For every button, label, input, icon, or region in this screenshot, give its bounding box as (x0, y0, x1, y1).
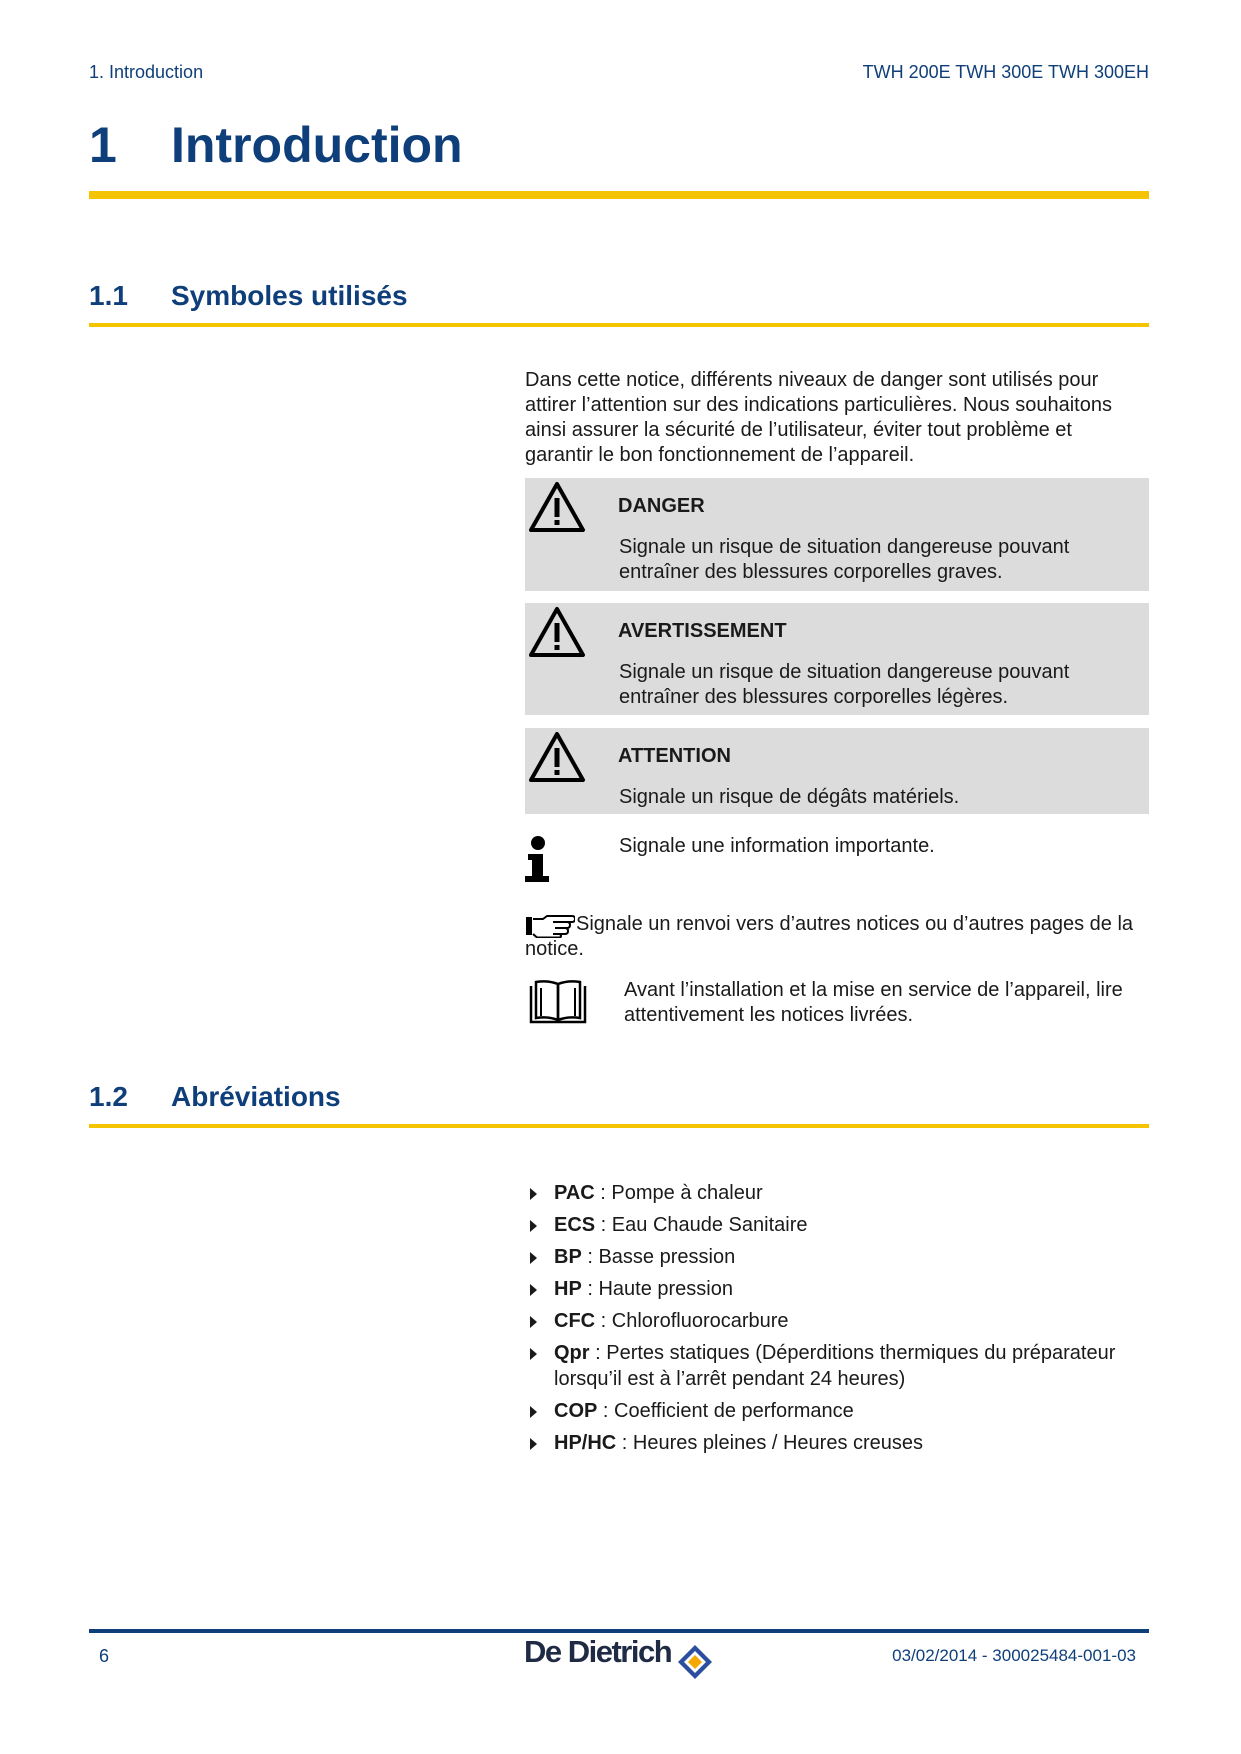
book-icon (528, 978, 588, 1026)
callout-caution (525, 728, 1149, 814)
bullet-arrow-icon (530, 1316, 537, 1328)
chapter-rule (89, 191, 1149, 199)
document-reference: 03/02/2014 - 300025484-001-03 (892, 1646, 1136, 1665)
callout-warning (525, 603, 1149, 715)
section-heading-abbreviations (89, 1081, 341, 1113)
section-title: Symboles utilisés (171, 280, 408, 311)
warning-triangle-icon (527, 480, 587, 534)
list-item: HP/HC : Heures pleines / Heures creuses (527, 1430, 1147, 1456)
callout-danger (525, 478, 1149, 591)
bullet-arrow-icon (530, 1438, 537, 1450)
bullet-arrow-icon (530, 1220, 537, 1232)
section-title: Abréviations (171, 1081, 341, 1112)
callout-text: Signale un risque de situation dangereuse pouvant entraîner des blessures corporelles graves. (619, 536, 1070, 583)
list-item: ECS : Eau Chaude Sanitaire (527, 1212, 1147, 1238)
brand-diamond-icon (676, 1643, 714, 1681)
manual-text: Avant l’installation et la mise en service de l’appareil, lire attentivement les notices livrées. (624, 979, 1123, 1026)
chapter-number: 1 (89, 117, 117, 173)
reference-text: Signale un renvoi vers d’autres notices ou d’autres pages de la notice. (525, 913, 1134, 960)
callout-title: DANGER (618, 495, 705, 517)
bullet-arrow-icon (530, 1284, 537, 1296)
bullet-arrow-icon (530, 1188, 537, 1200)
chapter-title (89, 116, 463, 174)
callout-text: Signale un risque de situation dangereuse pouvant entraîner des blessures corporelles légères. (619, 661, 1070, 708)
running-header-right: TWH 200E TWH 300E TWH 300EH (862, 62, 1149, 82)
footer-rule (89, 1629, 1149, 1633)
bullet-arrow-icon (530, 1252, 537, 1264)
list-item: CFC : Chlorofluorocarbure (527, 1308, 1147, 1334)
bullet-arrow-icon (530, 1348, 537, 1360)
callout-title: ATTENTION (618, 745, 731, 767)
page-number: 6 (99, 1646, 110, 1666)
section-number: 1.2 (89, 1081, 128, 1112)
abbreviation-list (527, 1180, 1147, 1462)
callout-text: Signale un risque de dégâts matériels. (619, 786, 960, 808)
section-heading-symbols (89, 280, 408, 312)
list-item: PAC : Pompe à chaleur (527, 1180, 1147, 1206)
list-item: HP : Haute pression (527, 1276, 1147, 1302)
section-number: 1.1 (89, 280, 128, 311)
callout-title: AVERTISSEMENT (618, 620, 787, 642)
brand-logo (524, 1634, 671, 1670)
info-text: Signale une information importante. (619, 835, 935, 857)
list-item: BP : Basse pression (527, 1244, 1147, 1270)
info-icon (523, 836, 553, 884)
warning-triangle-icon (527, 605, 587, 659)
chapter-title-text: Introduction (171, 117, 463, 173)
list-item: COP : Coefficient de performance (527, 1398, 1147, 1424)
section-rule (89, 323, 1149, 327)
section-rule (89, 1124, 1149, 1128)
warning-triangle-icon (527, 730, 587, 784)
intro-paragraph: Dans cette notice, différents niveaux de danger sont utilisés pour attirer l’attention sur des indications particulières. Nous souhaitons ainsi assurer la sécurité de l’utilisateur, éviter tout problème et garantir le bon fonctionnement de l’appareil. (525, 369, 1112, 466)
list-item: Qpr : Pertes statiques (Déperditions thermiques du préparateur lorsqu’il est à l’arrêt pendant 24 heures) (527, 1340, 1147, 1392)
running-header-left: 1. Introduction (89, 62, 204, 82)
brand-wordmark: De Dietrich (524, 1634, 672, 1669)
bullet-arrow-icon (530, 1406, 537, 1418)
